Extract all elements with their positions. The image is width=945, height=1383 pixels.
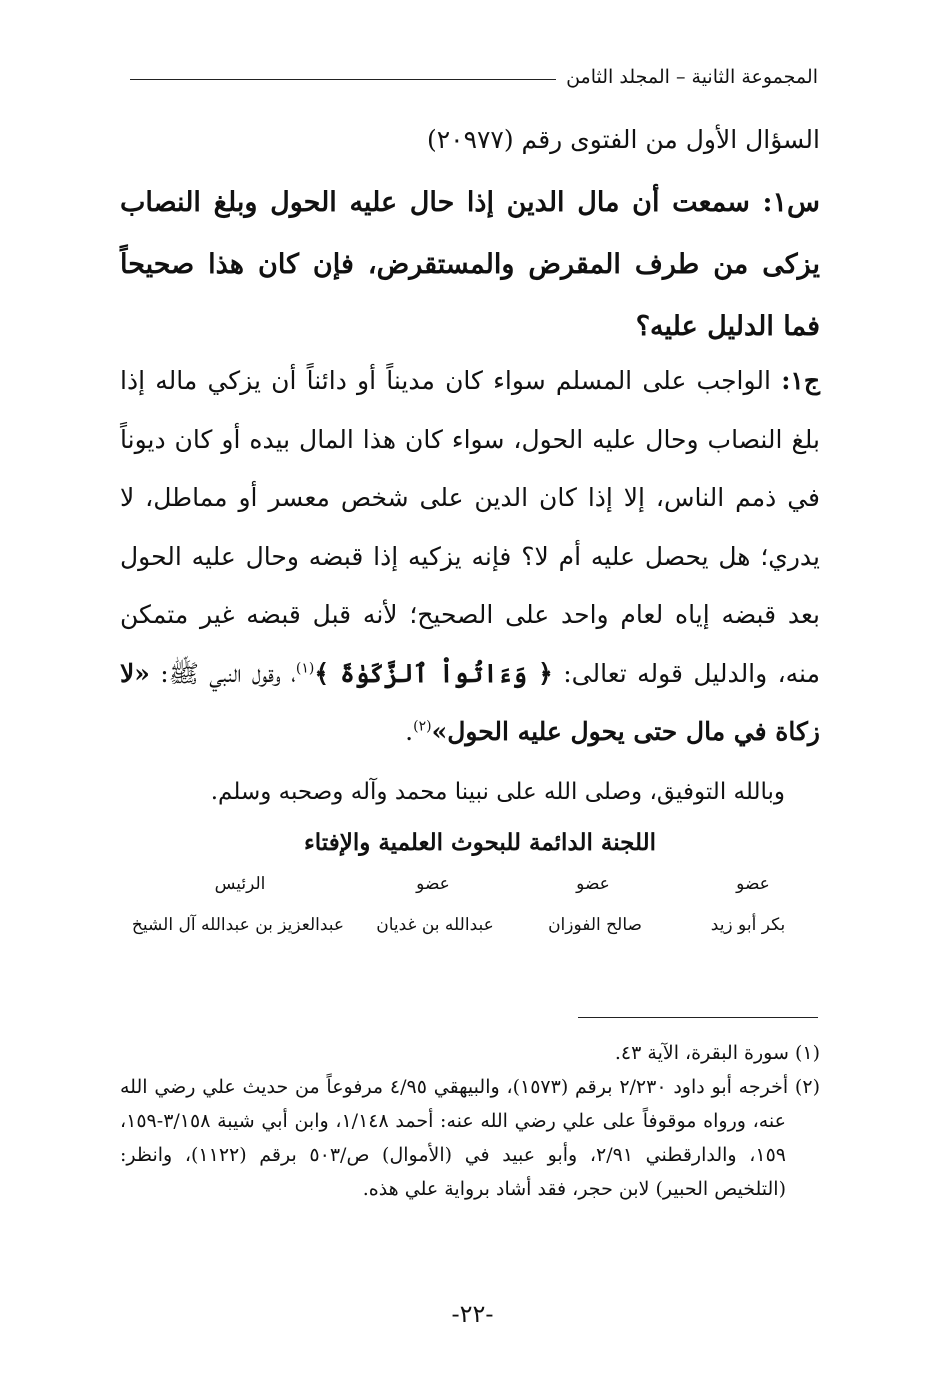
question-title: السؤال الأول من الفتوى رقم (٢٠٩٧٧) (426, 125, 820, 154)
signatory-name-3: عبدالله بن غديان (376, 915, 494, 935)
committee-name: اللجنة الدائمة للبحوث العلمية والإفتاء (303, 829, 657, 856)
running-header (130, 60, 818, 94)
quran-verse: ﴿ وَءَاتُواْ ٱلزَّكَوٰةَ ﴾ (314, 658, 553, 688)
page-number: -٢٢- (451, 1300, 494, 1328)
footnote-2: (٢) أخرجه أبو داود ٢/٢٣٠ برقم (١٥٧٣)، والبيهقي ٤/٩٥ مرفوعاً من حديث علي رضي الله عنه، ورواه موقوفاً على علي رضي الله عنه: أحمد ١/١٤٨، وابن أبي شيبة ٣/١٥٨-١٥٩، ١٥٩، والدارقطني ٢/٩١، وأبو عبيد في (الأموال) ص/٥٠٣ برقم (١١٢٢)، وانظر: (التلخيص الحبير) لابن حجر، فقد أشاد برواية علي هذه. (120, 1076, 820, 1200)
header-rule (130, 79, 556, 80)
answer-paragraph (120, 352, 820, 762)
signatory-role-3: عضو (416, 874, 450, 894)
signatory-name-4: عبدالعزيز بن عبدالله آل الشيخ (131, 915, 345, 935)
hadith-text: «لا زكاة في مال حتى يحول عليه الحول» (120, 658, 820, 746)
answer-text-part1: الواجب على المسلم سواء كان مديناً أو دائناً أن يزكي ماله إذا بلغ النصاب وحال عليه الحول، سواء كان هذا المال بيده أو كان ديوناً في ذمم الناس، إلا إذا كان الدين على شخص معسر أو مماطل، لا يدري؛ هل يحصل عليه أم لا؟ فإنه يزكيه إذا قبضه وحال عليه الحول بعد قبضه إياه لعام واحد على الصحيح؛ لأنه قبل قبضه غير متمكن منه، والدليل قوله تعالى: (120, 366, 820, 688)
footnote-ref-1: (١) (295, 660, 315, 677)
answer-prefix: ج١: (781, 366, 820, 395)
question-prefix: س١: (762, 187, 820, 218)
answer-text-part2: ، وقول النبي ﷺ: (160, 658, 296, 688)
signatory-name-1: بكر أبو زيد (710, 915, 786, 935)
answer-text-end: . (405, 717, 414, 746)
footnote-divider (578, 1017, 818, 1018)
signatory-role-4: الرئيس (214, 874, 266, 894)
question-paragraph (120, 172, 820, 358)
question-text: سمعت أن مال الدين إذا حال عليه الحول وبلغ النصاب يزكى من طرف المقرض والمستقرض، فإن كان هذا صحيحاً فما الدليل عليه؟ (120, 187, 820, 342)
footnote-1: (١) سورة البقرة، الآية ٤٣. (614, 1042, 820, 1064)
signatory-role-1: عضو (736, 874, 770, 894)
footnote-ref-2: (٢) (413, 718, 432, 735)
running-title: المجموعة الثانية – المجلد الثامن (566, 66, 818, 88)
signatory-name-2: صالح الفوزان (548, 915, 642, 935)
signatory-role-2: عضو (576, 874, 610, 894)
footnotes (120, 1036, 820, 1206)
closing-line: وبالله التوفيق، وصلى الله على نبينا محمد وآله وصحبه وسلم. (210, 779, 785, 805)
